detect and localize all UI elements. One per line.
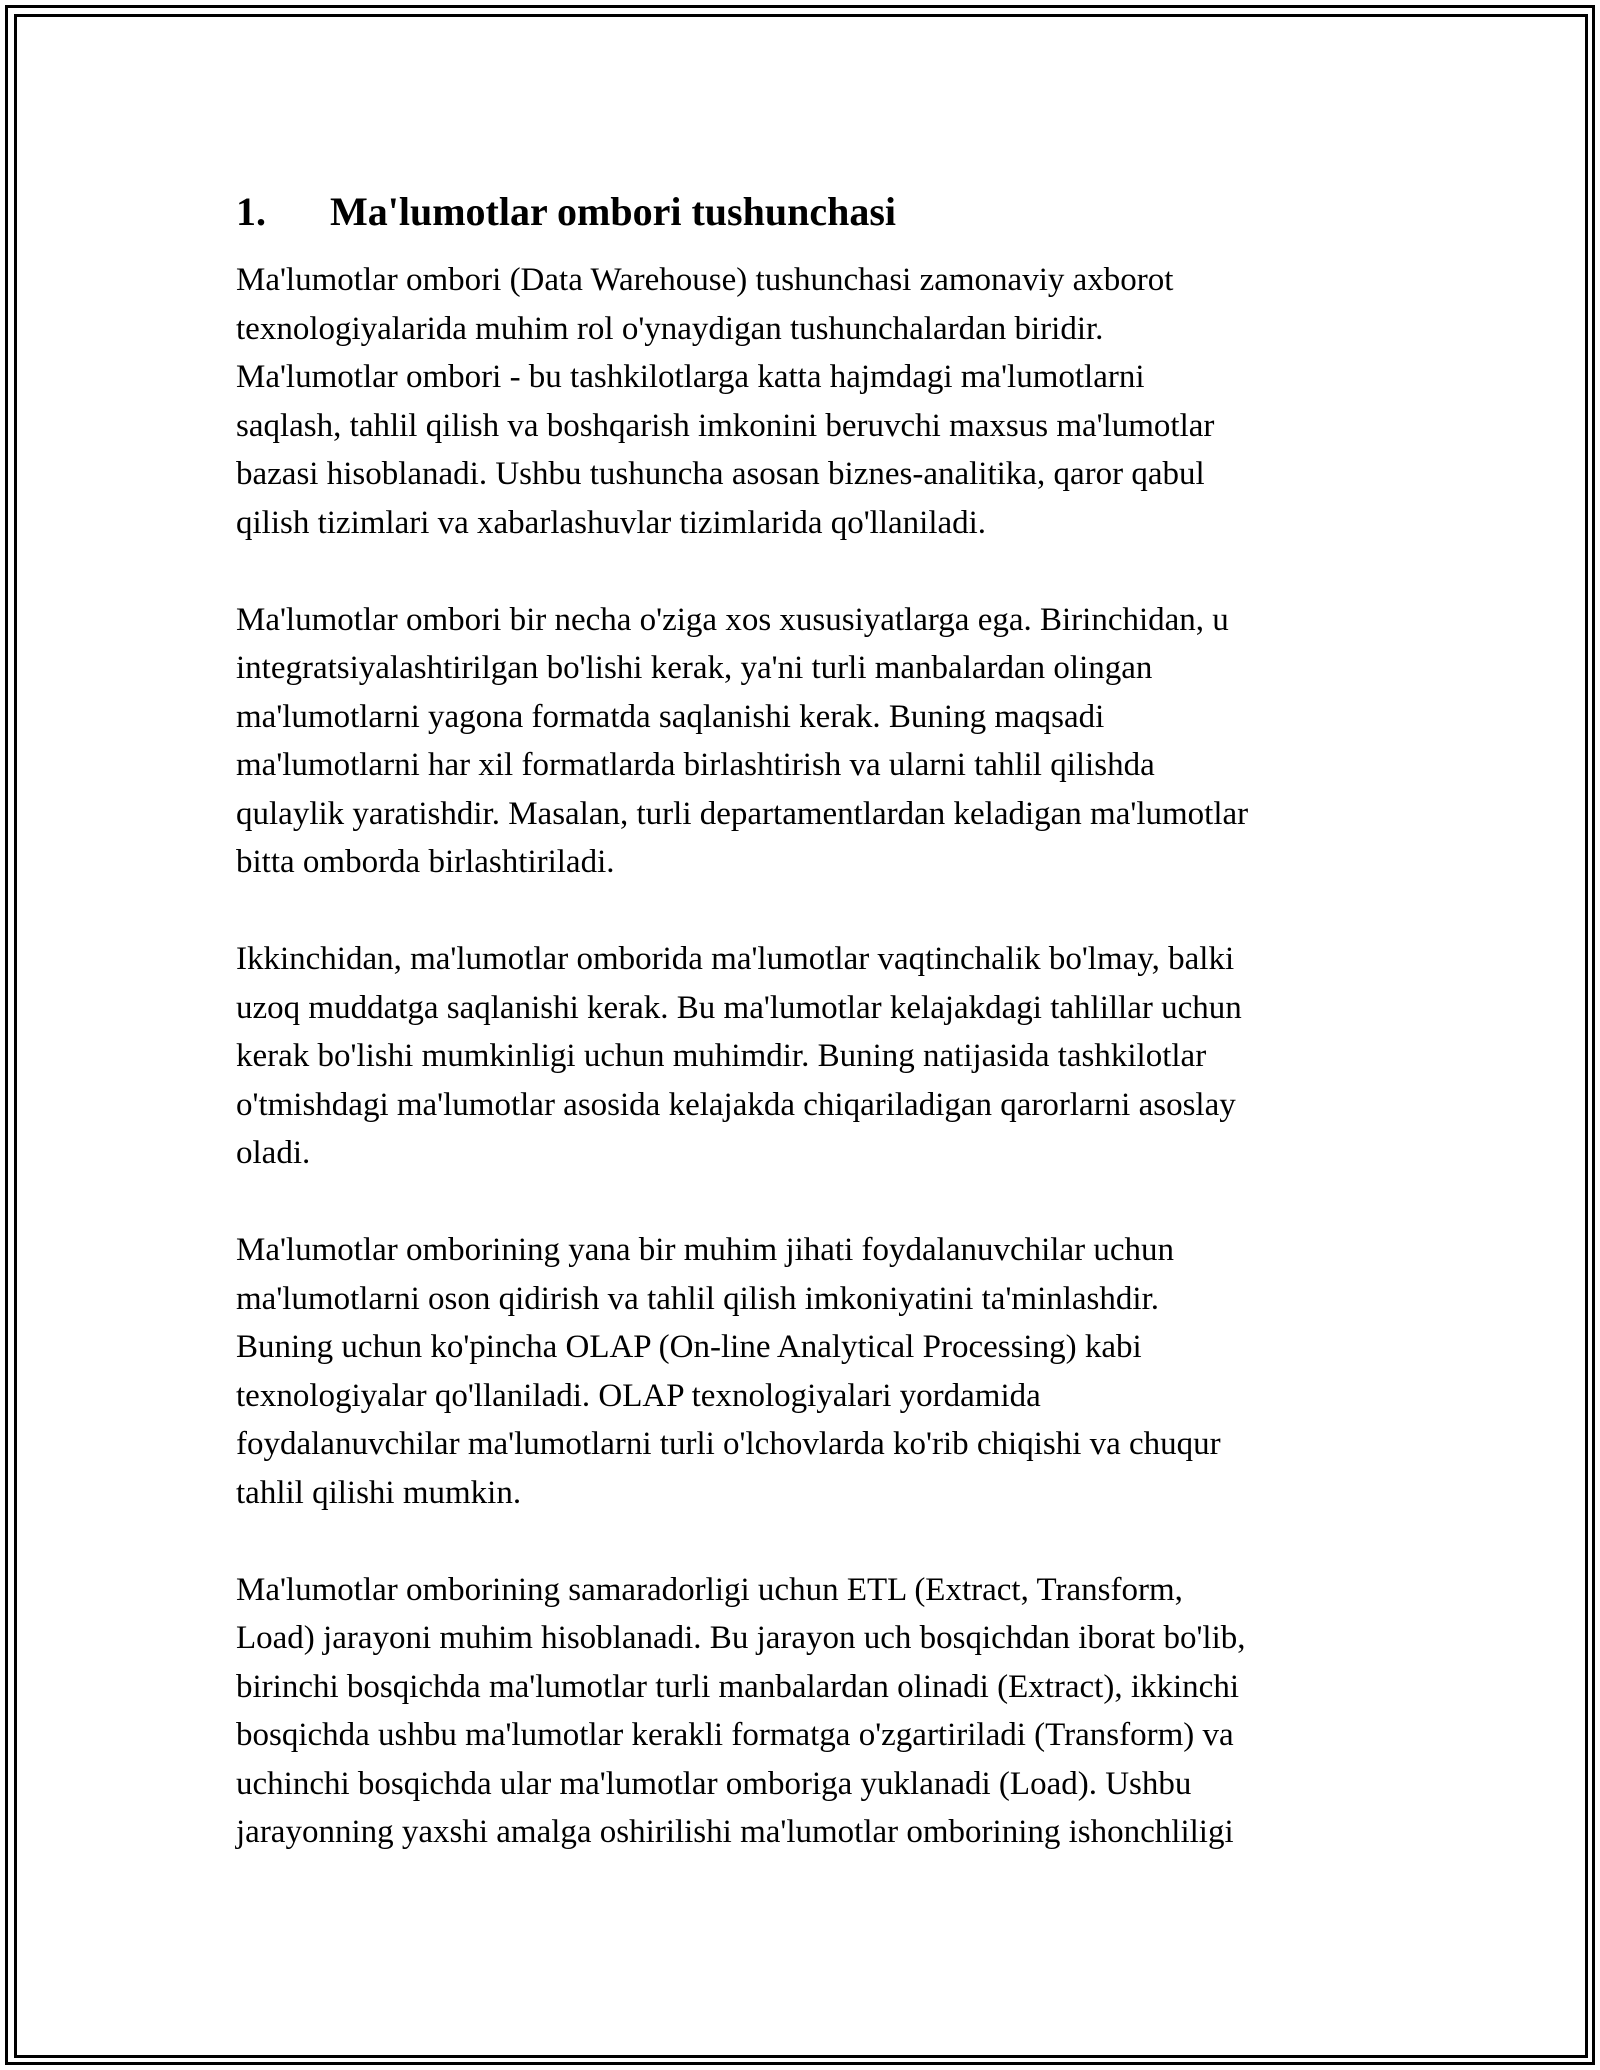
paragraph-2: Ma'lumotlar ombori bir necha o'ziga xos xususiyatlarga ega. Birinchidan, u integratsiyalashtirilgan bo'lishi kerak, ya'ni turli manbalardan olingan ma'lumotlarni yagona formatda saqlanishi kerak. Buning maqsadi ma'lumotlarni har xil formatlarda birlashtirish va ularni tahlil qilishda qulaylik yaratishdir. Masalan, turli departamentlardan keladigan ma'lumotlar bitta omborda birlashtiriladi. [236,601,1249,880]
paragraph-3: Ikkinchidan, ma'lumotlar omborida ma'lumotlar vaqtinchalik bo'lmay, balki uzoq muddatga saqlanishi kerak. Bu ma'lumotlar kelajakdagi tahlillar uchun kerak bo'lishi mumkinligi uchun muhimdir. Buning natijasida tashkilotlar o'tmishdagi ma'lumotlar asosida kelajakda chiqariladigan qarorlarni asoslay oladi. [236,941,1242,1171]
section-heading [236,188,1366,236]
section-title: Ma'lumotlar ombori tushunchasi [330,189,896,234]
document-body [236,188,1366,1905]
paragraph-5: Ma'lumotlar omborining samaradorligi uchun ETL (Extract, Transform, Load) jarayoni muhim hisoblanadi. Bu jarayon uch bosqichdan iborat bo'lib, birinchi bosqichda ma'lumotlar turli manbalardan olinadi (Extract), ikkinchi bosqichda ushbu ma'lumotlar kerakli formatga o'zgartiriladi (Transform) va uchinchi bosqichda ular ma'lumotlar omboriga yuklanadi (Load). Ushbu jarayonning yaxshi amalga oshirilishi ma'lumotlar omborining ishonchliligi [236,1571,1246,1850]
section-number: 1. [236,189,266,234]
paragraph-1: Ma'lumotlar ombori (Data Warehouse) tushunchasi zamonaviy axborot texnologiyalarida muhim rol o'ynaydigan tushunchalardan biridir. Ma'lumotlar ombori - bu tashkilotlarga katta hajmdagi ma'lumotlarni saqlash, tahlil qilish va boshqarish imkonini beruvchi maxsus ma'lumotlar bazasi hisoblanadi. Ushbu tushuncha asosan biznes-analitika, qaror qabul qilish tizimlari va xabarlashuvlar tizimlarida qo'llaniladi. [236,262,1215,541]
paragraph-4: Ma'lumotlar omborining yana bir muhim jihati foydalanuvchilar uchun ma'lumotlarni oson qidirish va tahlil qilish imkoniyatini ta'minlashdir. Buning uchun ko'pincha OLAP (On-line Analytical Processing) kabi texnologiyalar qo'llaniladi. OLAP texnologiyalari yordamida foydalanuvchilar ma'lumotlarni turli o'lchovlarda ko'rib chiqishi va chuqur tahlil qilishi mumkin. [236,1232,1221,1511]
